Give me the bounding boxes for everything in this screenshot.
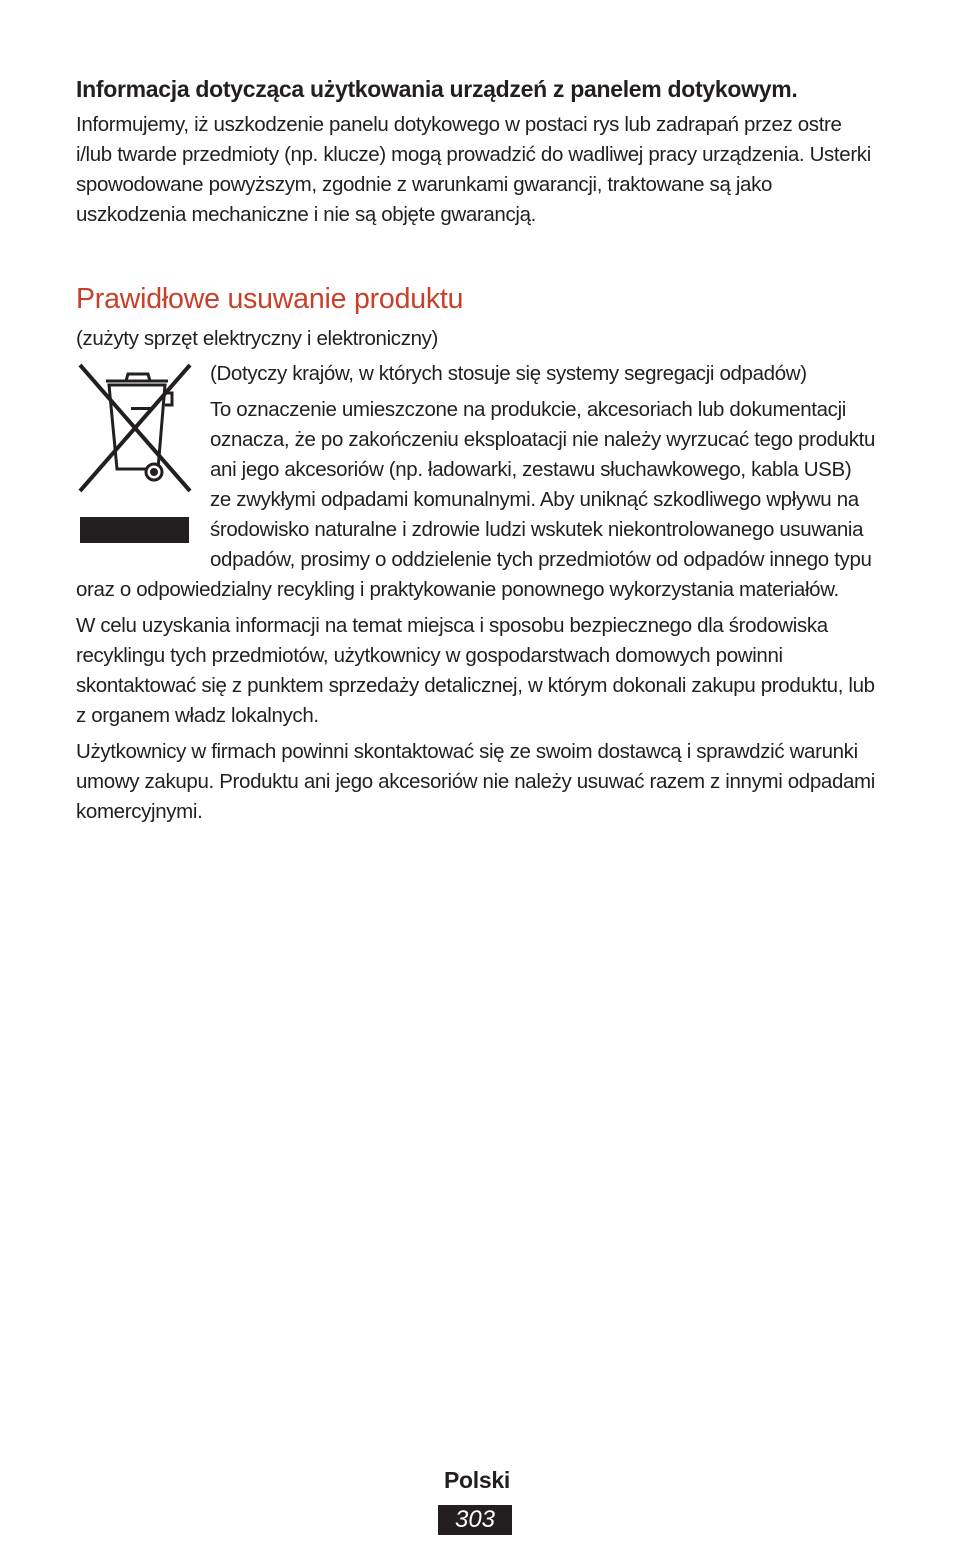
weee-black-bar [80, 517, 189, 543]
disposal-paragraph-2: To oznaczenie umieszczone na produkcie, akcesoriach lub dokumentacji oznacza, że po zakończeniu eksploatacji nie należy wyrzucać tego produktu ani jego akcesoriów (np. ładowarki, zestawu słuchawkowego, kabla USB) ze zwykłymi odpadami komunalnymi. Aby uniknąć szkodliwego wpływu na środowisko naturalne i zdrowie ludzi wskutek niekontrolowanego usuwania odpadów, prosimy o oddzielenie tych przedmiotów od odpadów innego typu oraz o odpowiedzialny recykling i praktykowanie ponownego wykorzystania materiałów. [76, 398, 876, 601]
disposal-paragraph-3: W celu uzyskania informacji na temat miejsca i sposobu bezpiecznego dla środowiska recyklingu tych przedmiotów, użytkownicy w gospodarstwach domowych powinni skontaktować się z punktem sprzedaży detalicznej, w którym dokonali zakupu produktu, lub z organem władz lokalnych. [76, 614, 875, 727]
page-number: 303 [438, 1505, 512, 1535]
weee-block [76, 359, 876, 605]
footer-language: Polski [444, 1467, 510, 1493]
notice-heading: Informacja dotycząca użytkowania urządzeń z panelem dotykowym. [76, 76, 798, 102]
wheelie-bin-icon [76, 361, 194, 511]
crossed-out-wheelie-bin-icon [76, 361, 194, 551]
notice-body: Informujemy, iż uszkodzenie panelu dotykowego w postaci rys lub zadrapań przez ostre i/lub twarde przedmioty (np. klucze) mogą prowadzić do wadliwej pracy urządzenia. Usterki spowodowane powyższym, zgodnie z warunkami gwarancji, traktowane są jako uszkodzenia mechaniczne i nie są objęte gwarancją. [76, 113, 871, 226]
section-subtitle: (zużyty sprzęt elektryczny i elektroniczny) [76, 327, 439, 350]
document-page [76, 72, 876, 827]
disposal-paragraph-1: (Dotyczy krajów, w których stosuje się systemy segregacji odpadów) [210, 362, 807, 385]
section-title: Prawidłowe usuwanie produktu [76, 283, 464, 315]
disposal-paragraph-4: Użytkownicy w firmach powinni skontaktować się ze swoim dostawcą i sprawdzić warunki umowy zakupu. Produktu ani jego akcesoriów nie należy usuwać razem z innymi odpadami komercyjnymi. [76, 740, 875, 823]
